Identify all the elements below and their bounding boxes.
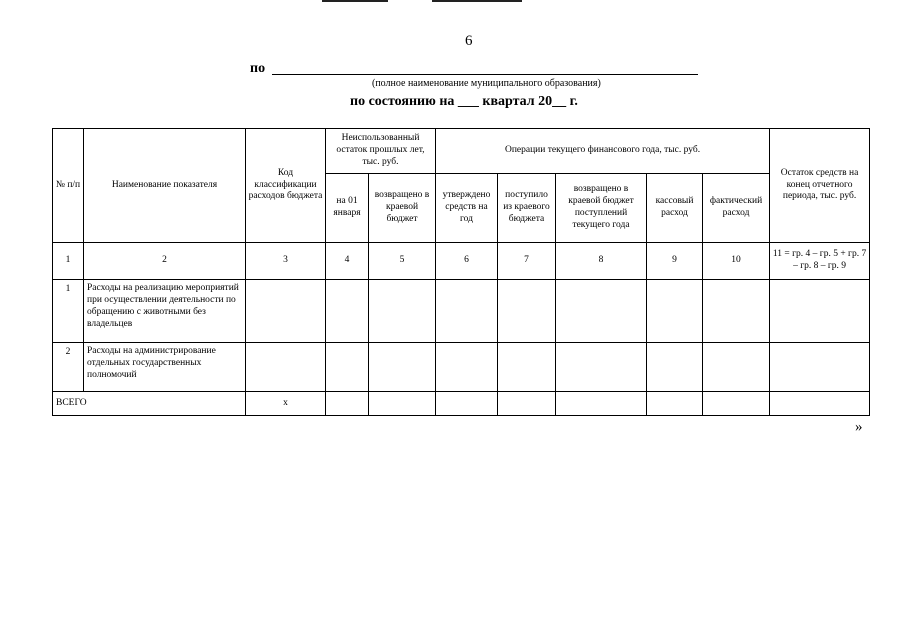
row-number: 1 (53, 280, 84, 343)
column-number: 3 (246, 243, 326, 280)
cell-empty (770, 280, 870, 343)
cell-empty (770, 343, 870, 392)
header-balance: Остаток средств на конец отчетного периода, тыс. руб. (770, 129, 870, 243)
cell-empty (326, 280, 369, 343)
row-name: Расходы на администрирование отдельных государственных полномочий (84, 343, 246, 392)
column-number: 9 (647, 243, 703, 280)
cell-empty (246, 343, 326, 392)
cell-empty (369, 392, 436, 416)
cell-empty (647, 343, 703, 392)
column-number: 1 (53, 243, 84, 280)
municipality-note: (полное наименование муниципального образования) (372, 78, 601, 89)
header-code: Код классификации расходов бюджета (246, 129, 326, 243)
header-unused-jan: на 01 января (326, 174, 369, 243)
header-unused: Неиспользованный остаток прошлых лет, тыс. руб. (326, 129, 436, 174)
row-number: 2 (53, 343, 84, 392)
cell-empty (436, 343, 498, 392)
header-received: поступило из краевого бюджета (498, 174, 556, 243)
cell-empty (436, 280, 498, 343)
header-returned-current: возвращено в краевой бюджет поступлений текущего года (556, 174, 647, 243)
cell-empty (556, 343, 647, 392)
municipality-blank-line (272, 74, 698, 75)
table-row (53, 280, 870, 343)
cell-empty (647, 280, 703, 343)
table-row (53, 343, 870, 392)
total-label: ВСЕГО (53, 392, 246, 416)
column-number: 7 (498, 243, 556, 280)
column-number-formula: 11 = гр. 4 – гр. 5 + гр. 7 – гр. 8 – гр. 9 (770, 243, 870, 280)
po-label: по (250, 61, 266, 76)
cell-empty (326, 392, 369, 416)
as-of-title: по состоянию на ___ квартал 20__ г. (350, 94, 578, 109)
total-row (53, 392, 870, 416)
header-actual: фактический расход (703, 174, 770, 243)
cell-empty (436, 392, 498, 416)
column-number: 5 (369, 243, 436, 280)
column-number: 10 (703, 243, 770, 280)
column-number: 8 (556, 243, 647, 280)
cell-empty (770, 392, 870, 416)
header-operations: Операции текущего финансового года, тыс. руб. (436, 129, 770, 174)
header-num: № п/п (53, 129, 84, 243)
column-number: 4 (326, 243, 369, 280)
cell-empty (647, 392, 703, 416)
header-name: Наименование показателя (84, 129, 246, 243)
report-table (52, 128, 870, 416)
column-numbers-row (53, 243, 870, 280)
cell-empty (369, 343, 436, 392)
cell-empty (369, 280, 436, 343)
cell-empty (326, 343, 369, 392)
cell-empty (246, 280, 326, 343)
cell-empty (556, 280, 647, 343)
closing-quote-mark: » (855, 419, 863, 435)
top-rule-left (322, 0, 388, 2)
cell-empty (498, 392, 556, 416)
row-name: Расходы на реализацию мероприятий при осуществлении деятельности по обращению с животными без владельцев (84, 280, 246, 343)
header-unused-returned: возвращено в краевой бюджет (369, 174, 436, 243)
cell-empty (498, 280, 556, 343)
cell-empty (556, 392, 647, 416)
cell-empty (498, 343, 556, 392)
column-number: 6 (436, 243, 498, 280)
page-number: 6 (465, 33, 473, 49)
cell-empty (703, 280, 770, 343)
column-number: 2 (84, 243, 246, 280)
cell-empty (703, 343, 770, 392)
header-cash: кассовый расход (647, 174, 703, 243)
header-approved: утверждено средств на год (436, 174, 498, 243)
top-rule-right (432, 0, 522, 2)
cell-empty (703, 392, 770, 416)
total-code: х (246, 392, 326, 416)
